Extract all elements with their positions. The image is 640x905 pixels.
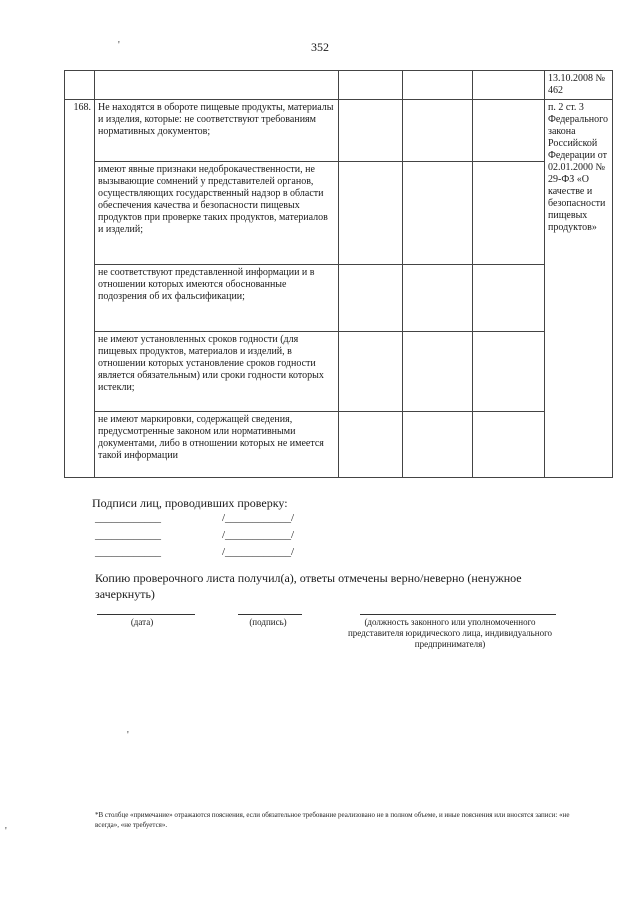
date-line[interactable]: [97, 614, 195, 615]
table-cell: [65, 71, 95, 100]
table-row: [65, 412, 613, 478]
checklist-table: [64, 70, 613, 478]
answer-no-cell[interactable]: [403, 100, 473, 162]
answer-no-cell[interactable]: [403, 265, 473, 332]
signature-line[interactable]: [238, 614, 302, 615]
answer-na-cell[interactable]: [473, 412, 545, 478]
answer-na-cell[interactable]: [473, 265, 545, 332]
table-row: [65, 265, 613, 332]
footnote: *В столбце «примечание» отражаются пояснения, если обязательное требование реализовано не в полном объеме, и иные пояснения или вносятся записи: «не всегда», «не требуется».: [95, 811, 570, 829]
table-cell: [473, 71, 545, 100]
requirement-condition: имеют явные признаки недоброкачественности, не вызывающие сомнений у представителей органов, осуществляющих государственный надзор в области обеспечения качества и безопасности пищевых продуктов при проверке таких продуктов, материалов и изделий;: [95, 162, 339, 265]
inspector-signature-line[interactable]: /____________/: [222, 546, 295, 558]
position-caption: (должность законного или уполномоченного представителя юридического лица, индивидуального предпринимателя): [347, 617, 553, 649]
inspector-signature-line[interactable]: /____________/: [222, 529, 295, 541]
table-cell: [95, 71, 339, 100]
scan-mark: ': [118, 40, 120, 51]
signature-caption: (подпись): [249, 617, 287, 627]
table-cell: [339, 71, 403, 100]
answer-yes-cell[interactable]: [339, 100, 403, 162]
answer-yes-cell[interactable]: [339, 412, 403, 478]
requirement-condition: не имеют установленных сроков годности (для пищевых продуктов, материалов и изделий, в отношении которых установление сроков годности является обязательным) или сроки годности которых истекли;: [95, 332, 339, 412]
answer-yes-cell[interactable]: [339, 332, 403, 412]
answer-yes-cell[interactable]: [339, 162, 403, 265]
requirement-intro: Не находятся в обороте пищевые продукты, материалы и изделия, которые: не соответствуют требованиям нормативных документов;: [95, 100, 339, 162]
inspector-name-line[interactable]: ____________: [95, 529, 161, 541]
table-cell: [403, 71, 473, 100]
position-line[interactable]: [360, 614, 556, 615]
answer-no-cell[interactable]: [403, 162, 473, 265]
scan-mark: ': [5, 826, 7, 837]
answer-no-cell[interactable]: [403, 412, 473, 478]
table-row: [65, 162, 613, 265]
inspector-signature-line[interactable]: /____________/: [222, 512, 295, 524]
date-caption: (дата): [130, 617, 154, 627]
table-row: [65, 332, 613, 412]
answer-na-cell[interactable]: [473, 162, 545, 265]
page-number: 352: [311, 40, 329, 54]
requirement-condition: не имеют маркировки, содержащей сведения, предусмотренные законом или нормативными документами, либо в отношении которых не имеется такой информации: [95, 412, 339, 478]
inspector-name-line[interactable]: ____________: [95, 546, 161, 558]
answer-na-cell[interactable]: [473, 332, 545, 412]
inspector-name-line[interactable]: ____________: [95, 512, 161, 524]
copy-receipt-text: Копию проверочного листа получил(а), ответы отмечены верно/неверно (ненужное зачеркнуть): [95, 571, 522, 601]
requirement-condition: не соответствуют представленной информации и в отношении которых имеются обоснованные подозрения об их фальсификации;: [95, 265, 339, 332]
answer-na-cell[interactable]: [473, 100, 545, 162]
item-number: 168.: [65, 100, 95, 478]
table-row: [65, 71, 613, 100]
answer-yes-cell[interactable]: [339, 265, 403, 332]
answer-no-cell[interactable]: [403, 332, 473, 412]
doc-reference-cell: 13.10.2008 № 462: [545, 71, 613, 100]
signatures-title: Подписи лиц, проводивших проверку:: [92, 496, 288, 510]
table-row: [65, 100, 613, 162]
legal-basis: п. 2 ст. 3 Федерального закона Российской Федерации от 02.01.2000 № 29-ФЗ «О качестве и безопасности пищевых продуктов»: [545, 100, 613, 478]
scan-mark: ': [127, 730, 129, 741]
